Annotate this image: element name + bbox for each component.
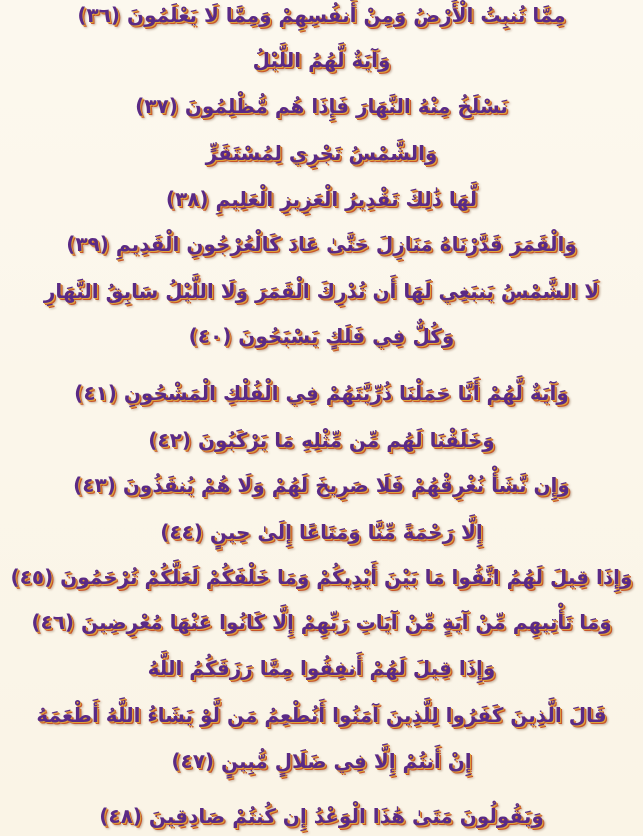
verse-line-5: لَّهَا ذَٰلِكَ تَقْدِيرُ الْعَزِيزِ الْعَلِيمِ (٣٨) [165, 187, 478, 211]
verse-line-7: لَا الشَّمْسُ يَنبَغِي لَهَا أَن تُدْرِكَ الْقَمَرَ وَلَا اللَّيْلُ سَابِقُ النَّهَارِ [43, 279, 600, 303]
verse-line-13: وَإِذَا قِيلَ لَهُمُ اتَّقُوا مَا بَيْنَ أَيْدِيكُمْ وَمَا خَلْفَكُمْ لَعَلَّكُمْ تُرْحَمُونَ (٤٥) [10, 565, 633, 589]
verse-line-10: وَخَلَقْنَا لَهُم مِّن مِّثْلِهِ مَا يَرْكَبُونَ (٤٢) [148, 428, 495, 452]
verse-line-1: مِمَّا تُنبِتُ الْأَرْضُ وَمِنْ أَنفُسِهِمْ وَمِمَّا لَا يَعْلَمُونَ (٣٦) [77, 3, 566, 27]
verse-line-4: وَالشَّمْسُ تَجْرِي لِمُسْتَقَرٍّ [205, 141, 438, 165]
verse-line-18: وَيَقُولُونَ مَتَىٰ هَٰذَا الْوَعْدُ إِن كُنتُمْ صَادِقِينَ (٤٨) [99, 804, 544, 828]
verse-line-3: نَسْلَخُ مِنْهُ النَّهَارَ فَإِذَا هُم مُّظْلِمُونَ (٣٧) [135, 94, 508, 118]
verse-line-6: وَالْقَمَرَ قَدَّرْنَاهُ مَنَازِلَ حَتَّىٰ عَادَ كَالْعُرْجُونِ الْقَدِيمِ (٣٩) [66, 232, 577, 256]
verse-line-8: وَكُلٌّ فِي فَلَكٍ يَسْبَحُونَ (٤٠) [188, 324, 455, 348]
verse-line-15: وَإِذَا قِيلَ لَهُمْ أَنفِقُوا مِمَّا رَزَقَكُمُ اللَّهُ [147, 656, 496, 680]
verse-line-11: وَإِن نَّشَأْ نُغْرِقْهُمْ فَلَا صَرِيخَ لَهُمْ وَلَا هُمْ يُنقَذُونَ (٤٣) [73, 473, 570, 497]
verse-line-14: وَمَا تَأْتِيهِم مِّنْ آيَةٍ مِّنْ آيَاتِ رَبِّهِمْ إِلَّا كَانُوا عَنْهَا مُعْرِضِينَ (٤٦) [31, 610, 612, 634]
verse-line-12: إِلَّا رَحْمَةً مِّنَّا وَمَتَاعًا إِلَىٰ حِينٍ (٤٤) [160, 520, 483, 544]
verse-line-16: قَالَ الَّذِينَ كَفَرُوا لِلَّذِينَ آمَنُوا أَنُطْعِمُ مَن لَّوْ يَشَاءُ اللَّهُ أَطْعَمَهُ [36, 703, 607, 727]
verse-line-2: وَآيَةٌ لَّهُمُ اللَّيْلُ [252, 48, 391, 72]
verse-line-17: إِنْ أَنتُمْ إِلَّا فِي ضَلَالٍ مُّبِينٍ (٤٧) [171, 749, 472, 773]
verse-line-9: وَآيَةٌ لَّهُمْ أَنَّا حَمَلْنَا ذُرِّيَّتَهُمْ فِي الْفُلْكِ الْمَشْحُونِ (٤١) [74, 381, 569, 405]
